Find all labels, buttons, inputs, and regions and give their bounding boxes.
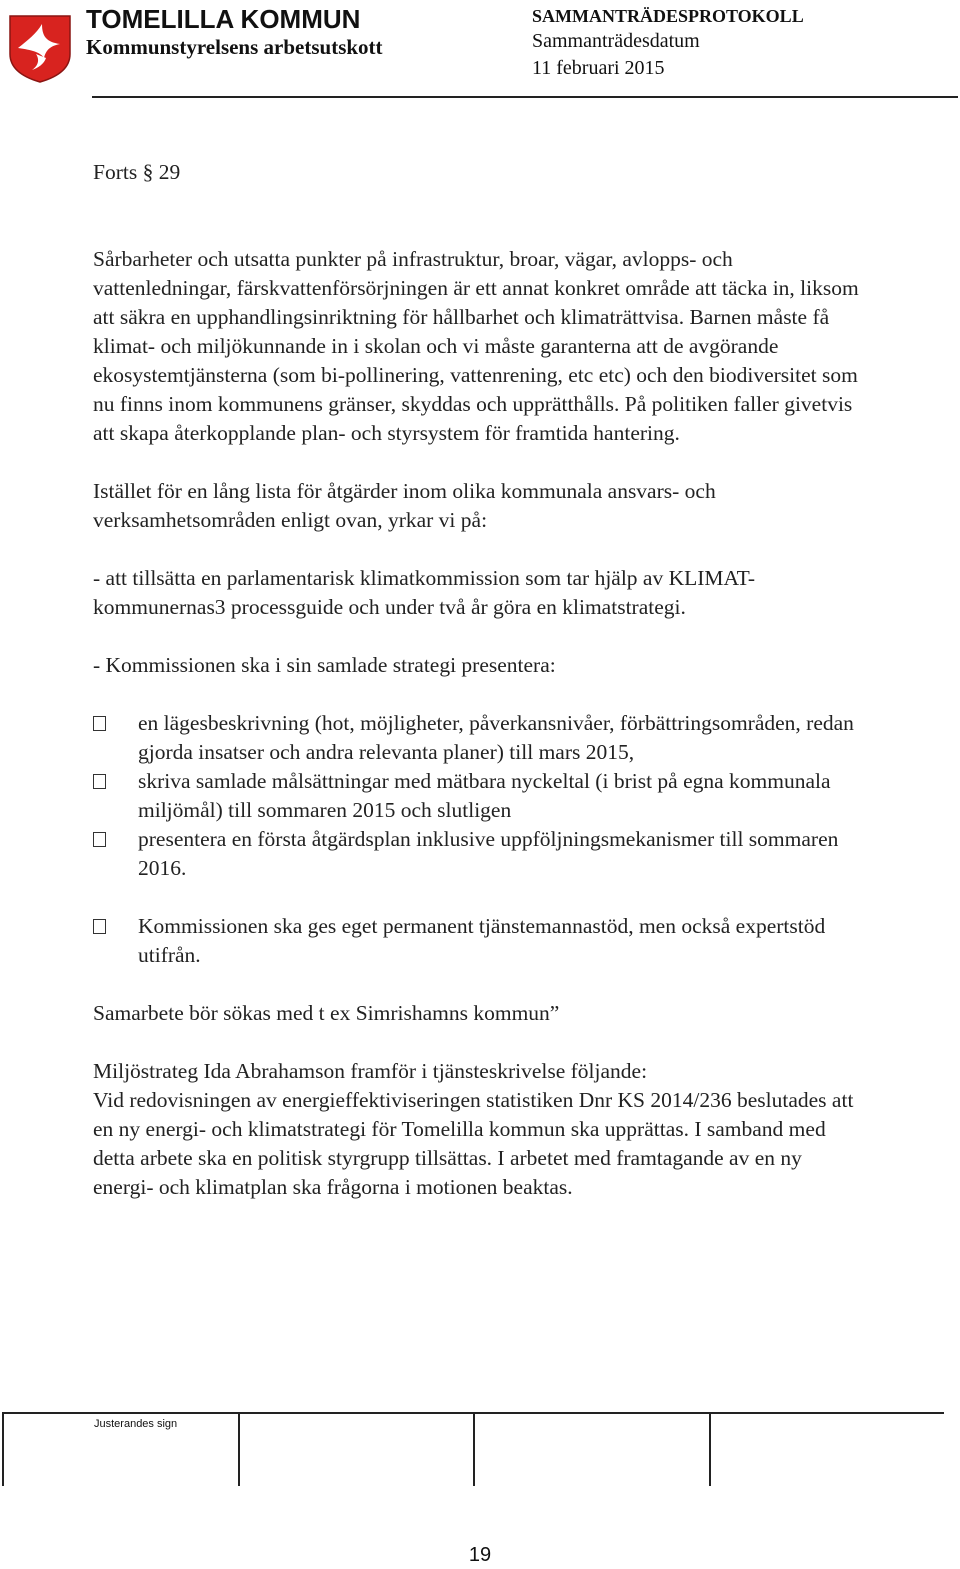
- list-item: [93, 767, 863, 825]
- signature-cell: [238, 1414, 474, 1486]
- checkbox-bullet-icon: [93, 832, 106, 847]
- list-item: [93, 709, 863, 767]
- paragraph-6-intro: Miljöstrateg Ida Abrahamson framför i tjänsteskrivelse följande:: [93, 1059, 648, 1083]
- list-item-text: presentera en första åtgärdsplan inklusive uppföljningsmekanismer till sommaren 2016.: [138, 827, 839, 880]
- meeting-date: 11 februari 2015: [532, 57, 665, 79]
- signature-label: Justerandes sign: [94, 1418, 178, 1430]
- crest-icon: [8, 14, 72, 84]
- paragraph-2: Istället för en lång lista för åtgärder inom olika kommunala ansvars- och verksamhetsområden enligt ovan, yrkar vi på:: [93, 479, 716, 532]
- date-label: Sammanträdesdatum: [532, 30, 700, 52]
- organization-block: [86, 4, 383, 60]
- org-name: TOMELILLA KOMMUN: [86, 4, 361, 34]
- signature-cell: [473, 1414, 709, 1486]
- list-item-text: en lägesbeskrivning (hot, möjligheter, påverkansnivåer, förbättringsområden, redan gjorda insatser och andra relevanta planer) till mars 2015,: [138, 711, 854, 764]
- list-item-text: skriva samlade målsättningar med mätbara nyckeltal (i brist på egna kommunala miljömål) till sommaren 2015 och slutligen: [138, 769, 831, 822]
- list-item-text: Kommissionen ska ges eget permanent tjänstemannastöd, men också expertstöd utifrån.: [138, 914, 826, 967]
- signature-table: [2, 1412, 944, 1486]
- section-heading: Forts § 29: [93, 160, 181, 184]
- document-type: SAMMANTRÄDESPROTOKOLL: [532, 6, 804, 26]
- committee-name: Kommunstyrelsens arbetsutskott: [86, 35, 383, 59]
- page-number: 19: [468, 1544, 492, 1566]
- checkbox-bullet-icon: [93, 716, 106, 731]
- list-item: [93, 825, 863, 883]
- paragraph-6: Vid redovisningen av energieffektiviseringen statistiken Dnr KS 2014/236 beslutades att en ny energi- och klimatstrategi för Tomelilla kommun ska upprättas. I samband med detta arbete ska en politisk styrgrupp tillsättas. I arbetet med framtagande av en ny energi- och klimatplan ska frågorna i motionen beaktas.: [93, 1088, 854, 1199]
- list-item: [93, 912, 863, 970]
- document-body: [93, 158, 863, 1202]
- paragraph-3: - att tillsätta en parlamentarisk klimatkommission som tar hjälp av KLIMAT-kommunernas3 processguide och under två år göra en klimatstrategi.: [93, 566, 755, 619]
- checkbox-bullet-icon: [93, 919, 106, 934]
- checkbox-bullet-icon: [93, 774, 106, 789]
- paragraph-1: Sårbarheter och utsatta punkter på infrastruktur, broar, vägar, avlopps- och vattenledningar, färskvattenförsörjningen är ett annat konkret område att täcka in, liksom att säkra en upphandlingsinriktning för hållbarhet och klimaträttvisa. Barnen måste få klimat- och miljökunnande in i skolan och vi måste garanterna att de avgörande ekosystemtjänsterna (som bi-pollinering, vattenrening, etc etc) och den biodiversitet som nu finns inom kommunens gränser, skyddas och upprätthålls. På politiken faller givetvis att skapa återkopplande plan- och styrsystem för framtida hantering.: [93, 247, 859, 445]
- signature-cell: [2, 1414, 238, 1486]
- document-meta: [532, 4, 804, 82]
- header-divider: [92, 96, 958, 98]
- paragraph-5: Samarbete bör sökas med t ex Simrishamns kommun”: [93, 1001, 560, 1025]
- paragraph-4: - Kommissionen ska i sin samlade strategi presentera:: [93, 653, 556, 677]
- signature-cell: [709, 1414, 945, 1486]
